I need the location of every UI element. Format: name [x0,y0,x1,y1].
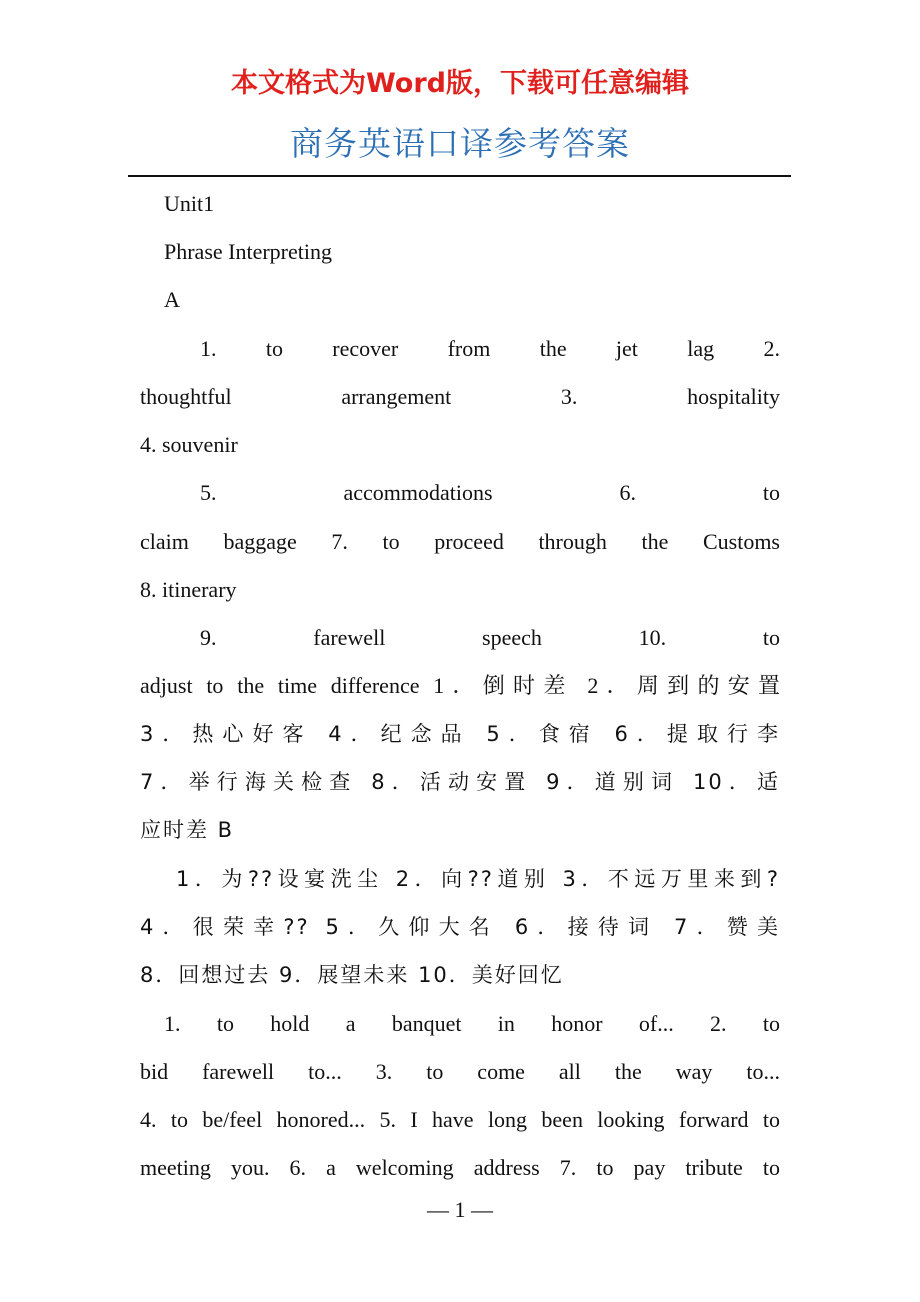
unit-heading: Unit1 [164,191,215,216]
text-line: 1. to recover from the jet lag 2. [200,336,780,361]
text-line: thoughtful arrangement 3. hospitality [140,384,780,409]
title-divider [128,175,791,177]
text-line: 8. itinerary [140,577,237,602]
text-line: adjust to the time difference 1．倒时差 2．周到的安置 [140,673,780,698]
text-line: meeting you. 6. a welcoming address 7. to pay tribute to [140,1155,780,1180]
text-line: claim baggage 7. to proceed through the Customs [140,529,780,554]
part-a-label: A [164,287,180,312]
text-line: 4. to be/feel honored... 5. I have long been looking forward to [140,1107,780,1132]
text-line: 9. farewell speech 10. to [200,625,780,650]
text-line: 8．回想过去 9．展望未来 10．美好回忆 [140,963,564,987]
document-title: 商务英语口译参考答案 [290,124,630,163]
text-line: 1. to hold a banquet in honor of... 2. to [164,1011,780,1036]
text-line: 4．很荣幸?? 5．久仰大名 6．接待词 7．赞美 [140,915,780,939]
text-line: 应时差 B [140,818,235,842]
section-heading: Phrase Interpreting [164,239,332,264]
text-line: 4. souvenir [140,432,238,457]
text-line: 7．举行海关检查 8．活动安置 9．道别词 10．适 [140,770,780,794]
text-line: 1．为??设宴洗尘 2．向??道别 3．不远万里来到? [176,867,780,891]
text-line: 5. accommodations 6. to [200,480,780,505]
text-line: bid farewell to... 3. to come all the way to... [140,1059,780,1084]
page-number: — 1 — [427,1197,493,1222]
download-notice-banner: 本文格式为Word版，下载可任意编辑 [230,68,689,99]
text-line: 3．热心好客 4．纪念品 5．食宿 6．提取行李 [140,722,780,746]
